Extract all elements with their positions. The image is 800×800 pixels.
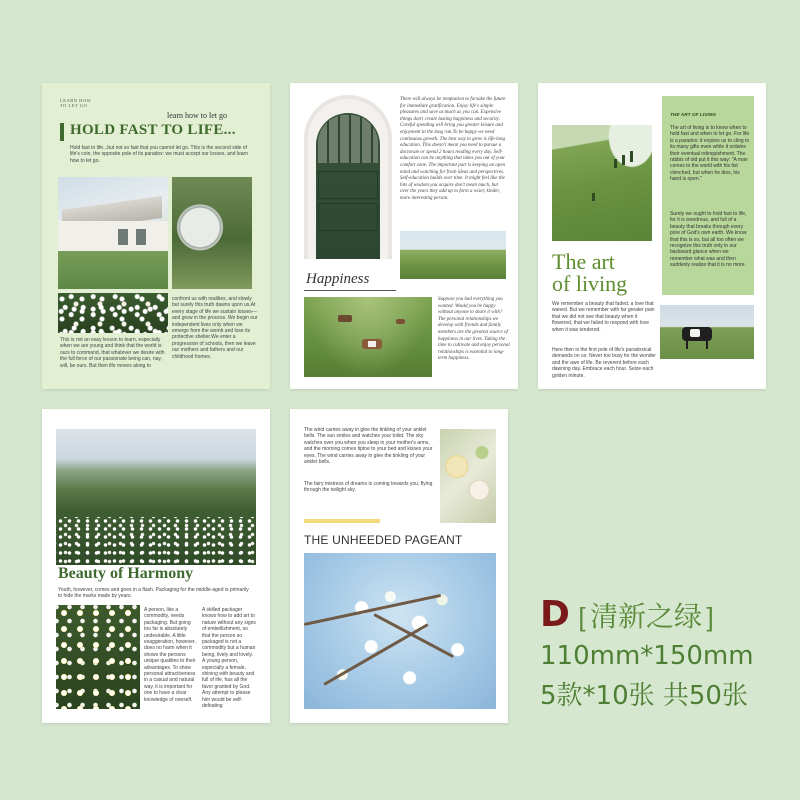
- body-text-1: We remember a beauty that faded, a love that waned. But we remember with far greater pain that we did not see that beauty when it flowered, that we failed to respond with love when it was tendered.: [552, 301, 655, 333]
- top-body-text: There will always be temptation to forsake the future for immediate gratification. Enjoy life's simple pleasures and save as much as you can. Expensive things don't create lasting happiness and security. Careful spending will bring you greater leisure and enjoyment in the long run.To be happy we need continuous growth. The best way to grow is life-long education. This doesn't mean you need to pursue a doctorate or spend 2 hours reading every day. Self-education can be anything that takes you out of your comfort zone. The important part is keeping an open mind and watching for fresh ideas and perspectives. Self-education builds over time. It might feel like the bits of wisdom you acquire don't mean much, but over the years they add up to form a wiser, kinder, more interesting person.: [400, 97, 506, 201]
- left-body-text: This is not an easy lesson to learn, especially when we are young and think that the world is ours to command, that whatever we desire with the full force of our passionate being can, nay, will, be ours. But then life moves along to: [60, 337, 165, 369]
- card-title: Beauty of Harmony: [58, 565, 194, 582]
- daisies-photo: [56, 605, 140, 709]
- sticker-card-happiness[interactable]: [290, 83, 518, 389]
- card-title: Happiness: [306, 271, 370, 287]
- cows-field-photo: [304, 297, 432, 377]
- title-underline: [304, 290, 396, 291]
- card-title: The art of living: [552, 249, 628, 296]
- right-body-text: confront us with realities, and slowly but surely this truth dawns upon us.At every stage of life we sustain losses—and grow in the process. We begin our independent lives only when we emerge from the womb and lose its protective shelter.We enter a progression of schools, then we leave our mothers and fathers and our childhood homes.: [172, 296, 258, 360]
- sticker-card-hold-fast[interactable]: [42, 83, 270, 389]
- sticker-card-beauty-of-harmony[interactable]: [42, 409, 270, 723]
- house-photo: [58, 177, 168, 289]
- column-1-text: A person, like a commodity, needs packaging. But going too far is absolutely undesirable. A little exaggeration, however, does no harm when it shows the persons unique qualities to their advantages. To show personal attractiveness in a casual and natural way, it is important for one to have a clear knowledge of oneself.: [144, 607, 196, 703]
- card-title: HOLD FAST TO LIFE...: [70, 122, 236, 138]
- product-size: 110mm*150mm: [540, 641, 754, 671]
- small-heading: LEARN HOW TO LET GO: [60, 98, 92, 108]
- food-photo: [440, 429, 496, 523]
- bracket-open: [: [578, 602, 586, 632]
- card-title: THE UNHEEDED PAGEANT: [304, 533, 463, 547]
- door-photo: [304, 95, 392, 259]
- blossom-photo: [304, 553, 496, 709]
- column-2-text: A skilled packager knows how to add art to nature without any signs of embellishment, so that the person so packaged is not a commodity but a human being, lively and lovely. A young person, especially a female, shining with beauty and full of life, has all the favor granted by God. Any attempt to please him would be self-defeating: [202, 607, 256, 710]
- variant-name: 清新之绿: [590, 600, 703, 633]
- title-accent-bar: [60, 123, 64, 141]
- meadow-photo: [400, 231, 506, 279]
- body-text-1: The wind carries away in glee the tinkling of your anklet bells. The sun smiles and watches your toilet. The sky watches over you when you sleep in your mother's arms, and the morning comes tiptoe to your bed and kisses your eyes. The wind carries away in glee the tinkling of your anklet bells.: [304, 427, 433, 466]
- intro-text: Youth, however, comes and goes in a flash. Packaging for the middle-aged is primarily to hide the marks made by years.: [58, 587, 249, 600]
- sticker-card-unheeded-pageant[interactable]: [290, 409, 508, 723]
- valley-photo: [56, 429, 256, 565]
- box-text: The art of living is to know when to hold fast and when to let go. For life is a paradox: it enjoins us to cling to its many gifts even while it ordains their eventual relinquishment. The rabbis of old put it this way: "A man comes to the world with his fist clenched, but when he dies, his hand is open.": [670, 125, 750, 183]
- yellow-accent-bar: [304, 519, 380, 523]
- variant-letter: D: [540, 594, 570, 635]
- product-label: [540, 594, 790, 712]
- card-subtitle: learn how to let go: [167, 111, 227, 120]
- body-text-2: Here then is the first pole of life's paradoxical demands on us: Never too busy for the wonder and the awe of life. Be reverent before each dawning day. Embrace each hour. Seize each golden minute.: [552, 347, 656, 379]
- mirror-photo: [172, 177, 252, 289]
- hills-photo: [552, 125, 652, 241]
- product-count: 5款*10张 共50张: [540, 681, 748, 711]
- body-text-2: The fairy mistress of dreams is coming towards you, flying through the twilight sky.: [304, 481, 433, 494]
- flowers-photo: [58, 293, 168, 333]
- product-variant-line: [540, 594, 790, 635]
- bottom-body-text: Suppose you had everything you wanted. Would you be happy without anyone to share it with? The personal relationships we develop with friends and family members are the greatest source of happiness in our lives. Taking the time to cultivate and enjoy personal relationships is essential to long-term happiness.: [438, 297, 510, 362]
- intro-text: Hold fast to life...but not so fast that you cannot let go. This is the second side of life's coin, the opposite pole of its paradox: we must accept our losses, and learn how to let go.: [70, 145, 248, 164]
- bracket-close: ]: [706, 602, 714, 632]
- cow-photo: [660, 305, 754, 359]
- box-text-2: Surely we ought to hold fast to life, for it is wondrous, and full of a beauty that breaks through every pore of God's own earth. We know that this is so, but all too often we recognize this truth only in our backward glance when we remember what was and then suddenly realize that it is no more.: [670, 211, 747, 269]
- sticker-card-art-of-living[interactable]: [538, 83, 766, 389]
- box-title: THE ART OF LIVING: [670, 113, 716, 118]
